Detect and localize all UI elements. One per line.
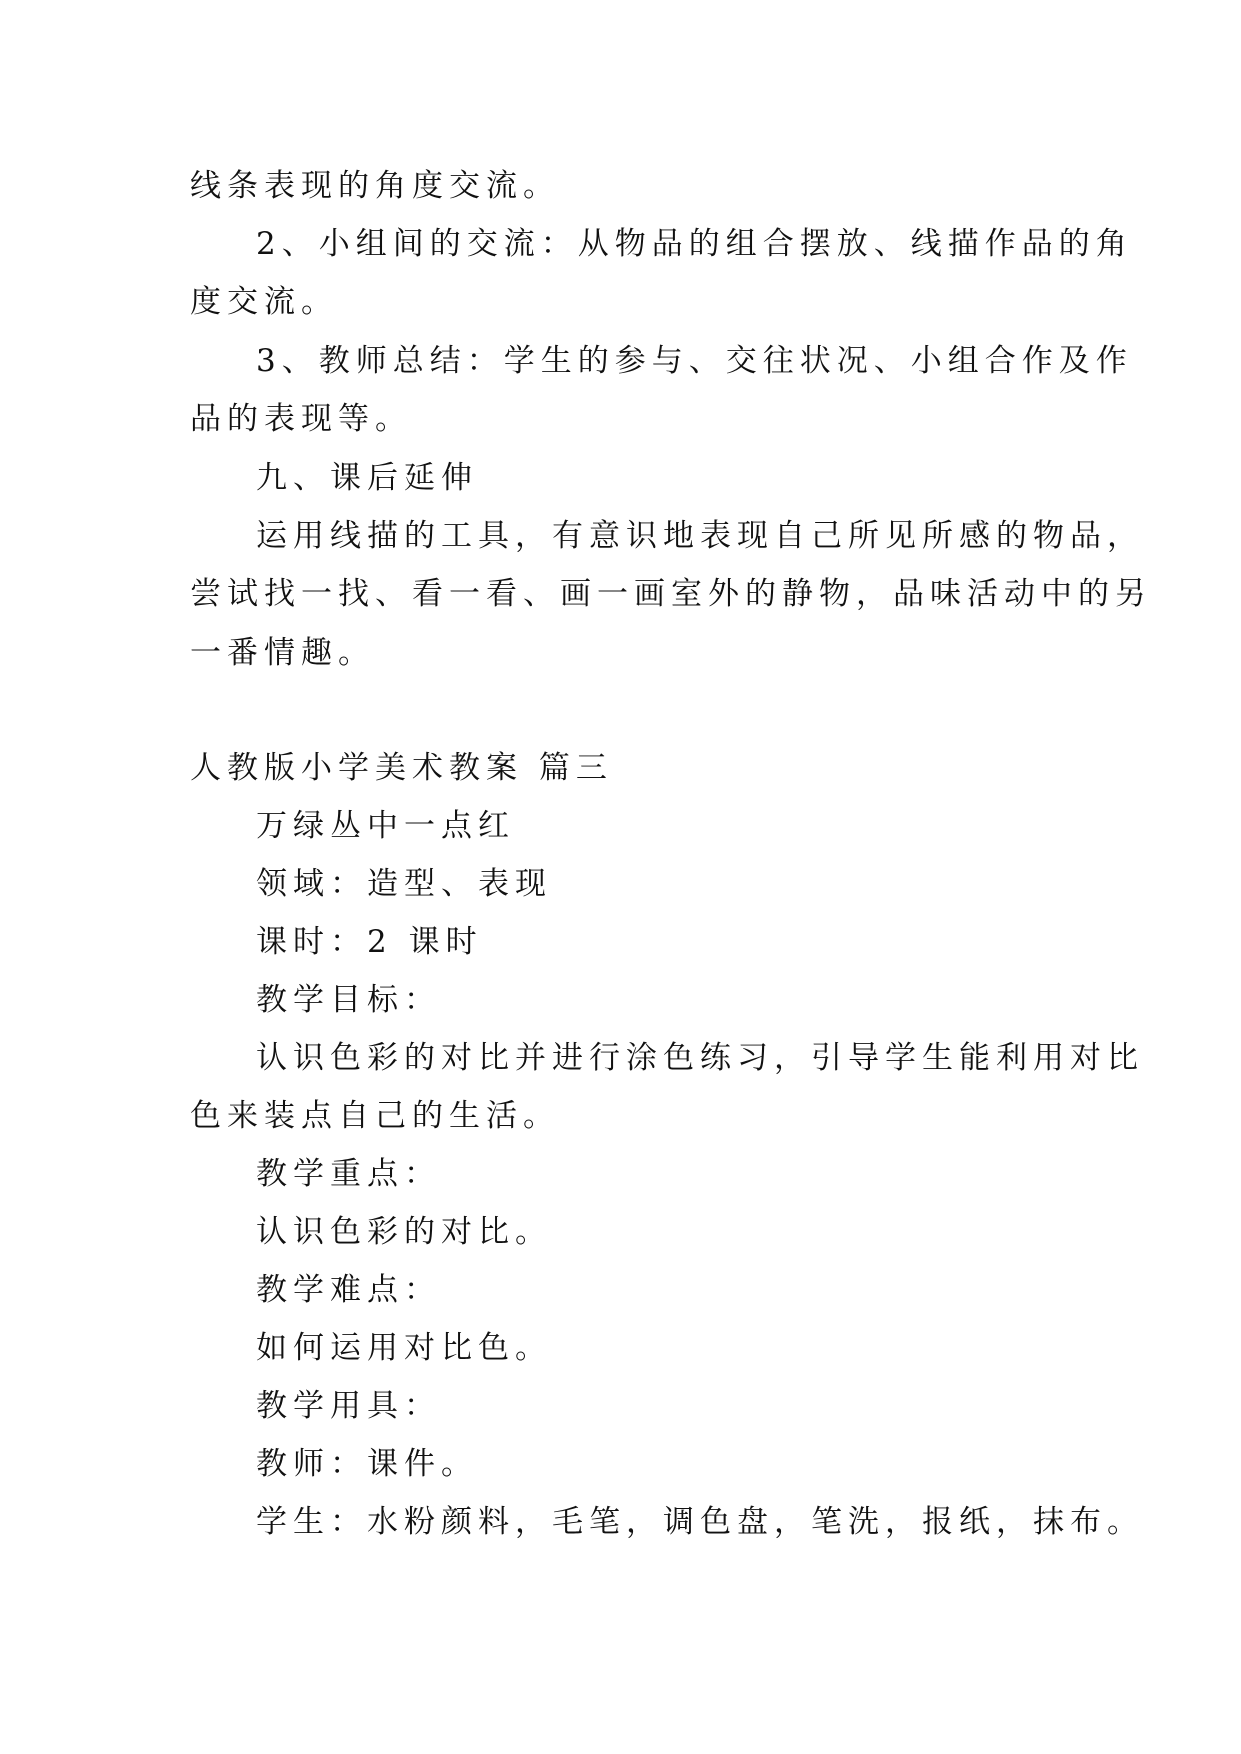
paragraph-line: 认识色彩的对比并进行涂色练习，引导学生能利用对比 bbox=[256, 1040, 1144, 1076]
article-title: 人教版小学美术教案 篇三 bbox=[190, 750, 613, 786]
paragraph-line: 一番情趣。 bbox=[190, 635, 375, 671]
lesson-title: 万绿丛中一点红 bbox=[256, 808, 515, 844]
paragraph-line: 运用线描的工具，有意识地表现自己所见所感的物品， bbox=[256, 518, 1144, 554]
paragraph-line: 如何运用对比色。 bbox=[256, 1330, 552, 1366]
paragraph-line: 学生：水粉颜料，毛笔，调色盘，笔洗，报纸，抹布。 bbox=[256, 1504, 1144, 1540]
paragraph-line: 课时：2 课时 bbox=[256, 924, 483, 960]
paragraph-line: 度交流。 bbox=[190, 284, 338, 320]
paragraph-line: 线条表现的角度交流。 bbox=[190, 168, 560, 204]
paragraph-line: 教师：课件。 bbox=[256, 1446, 478, 1482]
paragraph-line: 教学用具： bbox=[256, 1388, 441, 1424]
paragraph-line: 2、小组间的交流：从物品的组合摆放、线描作品的角 bbox=[256, 226, 1133, 262]
paragraph-line: 尝试找一找、看一看、画一画室外的静物，品味活动中的另 bbox=[190, 576, 1152, 612]
paragraph-line: 认识色彩的对比。 bbox=[256, 1214, 552, 1250]
paragraph-line: 品的表现等。 bbox=[190, 401, 412, 437]
paragraph-line: 领域：造型、表现 bbox=[256, 866, 552, 902]
paragraph-line: 教学目标： bbox=[256, 982, 441, 1018]
paragraph-line: 教学重点： bbox=[256, 1156, 441, 1192]
paragraph-line: 教学难点： bbox=[256, 1272, 441, 1308]
section-heading: 九、课后延伸 bbox=[256, 460, 478, 496]
paragraph-line: 色来装点自己的生活。 bbox=[190, 1098, 560, 1134]
paragraph-line: 3、教师总结：学生的参与、交往状况、小组合作及作 bbox=[256, 343, 1133, 379]
